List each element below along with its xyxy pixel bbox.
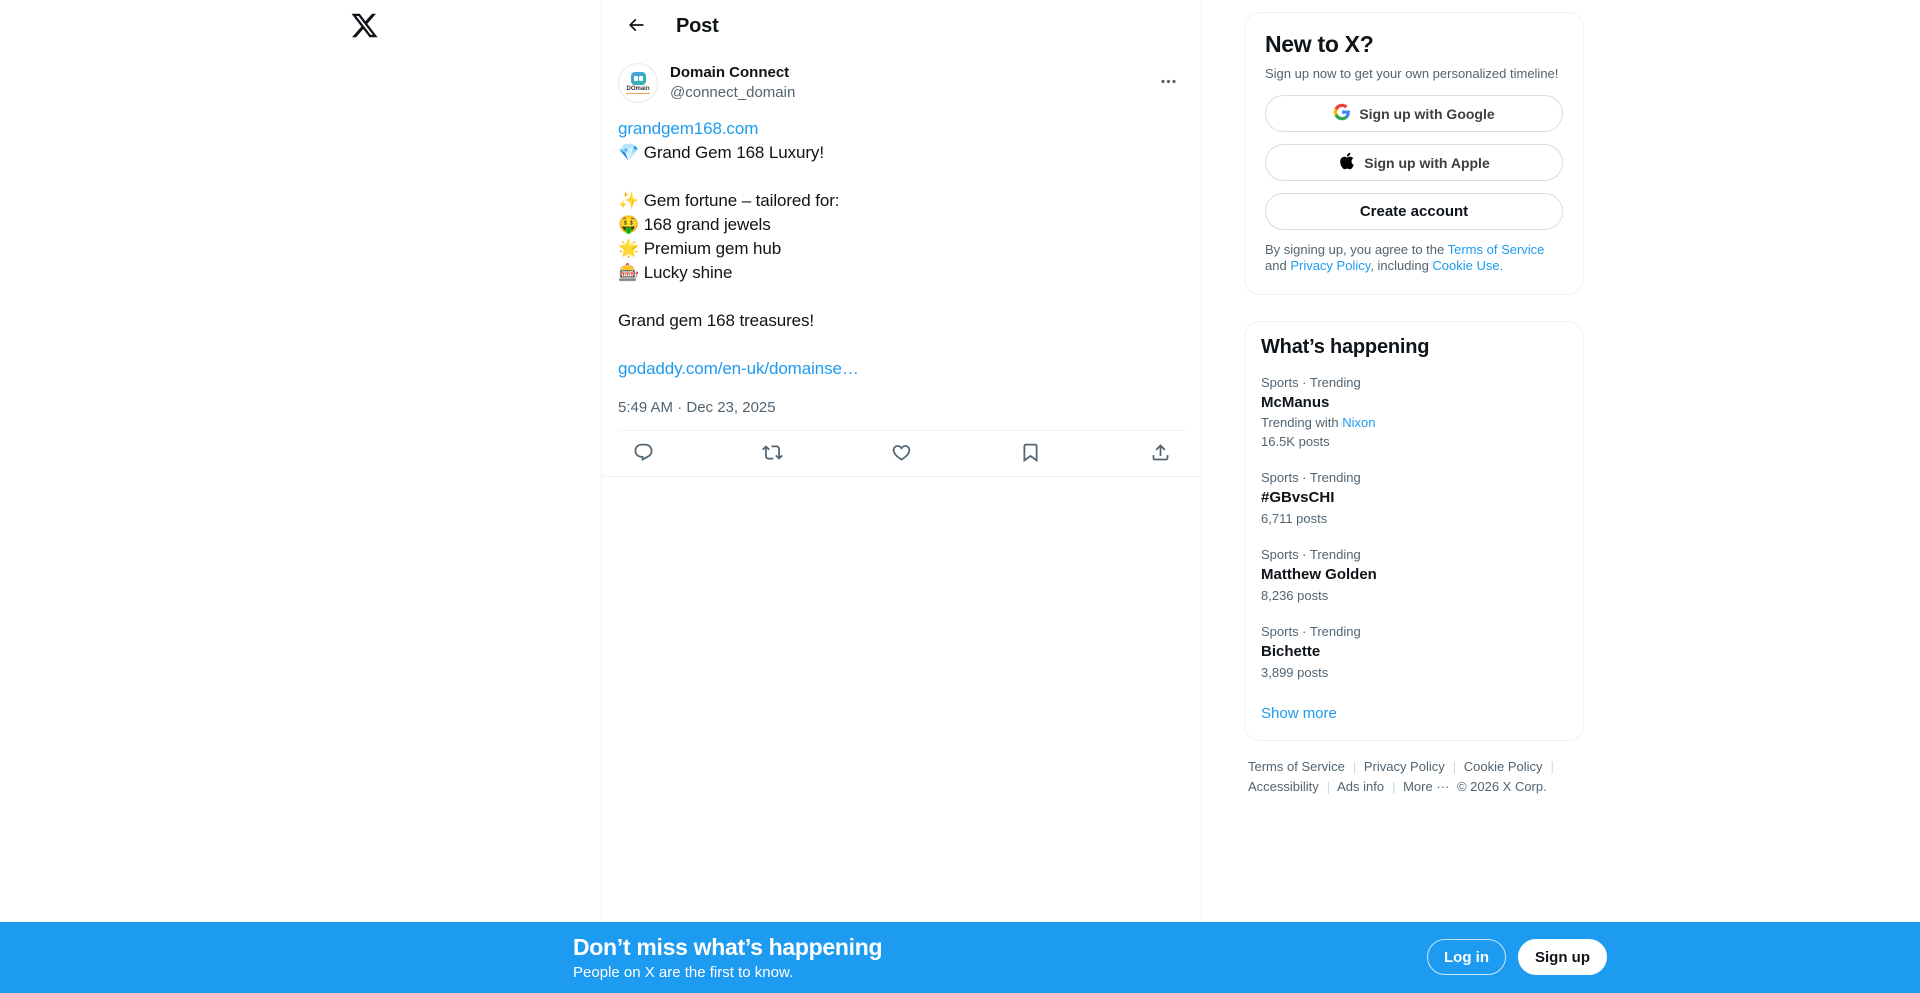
banner-title: Don’t miss what’s happening xyxy=(573,934,883,960)
cookie-use-link[interactable]: Cookie Use. xyxy=(1432,258,1504,273)
bookmark-icon xyxy=(1020,442,1041,466)
reply-button[interactable] xyxy=(624,435,662,473)
post-more-button[interactable] xyxy=(1151,66,1185,100)
google-icon xyxy=(1333,103,1351,124)
legal-prefix: By signing up, you agree to the xyxy=(1265,242,1448,257)
signup-button[interactable] xyxy=(1518,939,1607,975)
like-button[interactable] xyxy=(883,435,921,473)
trend-post-count: 16.5K posts xyxy=(1261,434,1330,449)
apple-icon xyxy=(1338,152,1356,173)
post-line-lucky: 🎰 Lucky shine xyxy=(618,263,733,282)
post-line-hub: 🌟 Premium gem hub xyxy=(618,239,782,258)
banner-subtitle: People on X are the first to know. xyxy=(573,964,794,981)
post-action-bar xyxy=(602,431,1201,476)
post-header xyxy=(602,0,1201,53)
reply-icon xyxy=(633,442,654,466)
bookmark-button[interactable] xyxy=(1012,435,1050,473)
privacy-policy-link[interactable]: Privacy Policy xyxy=(1290,258,1371,273)
trend-with-prefix: Trending with xyxy=(1261,415,1339,430)
like-heart-icon xyxy=(891,442,912,466)
footer-cookie-link[interactable]: Cookie Policy | xyxy=(1464,759,1554,774)
trend-name: #GBvsCHI xyxy=(1261,489,1335,506)
post-blank-line xyxy=(618,165,1185,189)
trend-with xyxy=(1261,415,1567,431)
footer-privacy-link[interactable]: Privacy Policy | xyxy=(1364,759,1456,774)
trend-category: Sports · Trending xyxy=(1261,624,1361,639)
post-link-grandgem[interactable]: grandgem168.com xyxy=(618,119,759,138)
signup-title: New to X? xyxy=(1265,31,1374,57)
login-label: Log in xyxy=(1444,948,1489,966)
signup-apple-button[interactable] xyxy=(1265,144,1563,181)
x-logo-icon xyxy=(350,11,379,45)
signup-apple-label: Sign up with Apple xyxy=(1364,154,1490,171)
banner-text xyxy=(573,933,882,983)
signup-subtitle: Sign up now to get your own personalized timeline! xyxy=(1265,66,1559,81)
x-home-logo-button[interactable] xyxy=(344,8,384,48)
trend-name: Matthew Golden xyxy=(1261,566,1377,583)
trend-category: Sports · Trending xyxy=(1261,547,1361,562)
trend-post-count: 3,899 posts xyxy=(1261,665,1329,680)
signup-banner xyxy=(0,922,1920,993)
more-icon xyxy=(1159,72,1178,94)
whats-happening-card xyxy=(1244,321,1584,741)
terms-of-service-link[interactable]: Terms of Service xyxy=(1447,242,1545,257)
footer-copyright: © 2026 X Corp. xyxy=(1456,779,1547,794)
avatar-logo-icon xyxy=(631,72,646,85)
whats-happening-title: What’s happening xyxy=(1261,336,1430,358)
trend-item-mcmanus[interactable] xyxy=(1245,365,1583,460)
author-avatar[interactable] xyxy=(618,63,658,103)
share-icon xyxy=(1150,442,1171,466)
post-blank-line xyxy=(618,285,1185,309)
share-button[interactable] xyxy=(1141,435,1179,473)
trend-with-link-nixon[interactable]: Nixon xyxy=(1342,415,1376,430)
footer-ads-info-link[interactable]: Ads info | xyxy=(1337,779,1395,794)
right-sidebar xyxy=(1244,12,1584,797)
login-button[interactable] xyxy=(1427,939,1506,975)
post-line-jewels: 🤑 168 grand jewels xyxy=(618,215,771,234)
post-line-luxury: 💎 Grand Gem 168 Luxury! xyxy=(618,143,824,162)
trend-post-count: 6,711 posts xyxy=(1261,511,1328,526)
footer-more-link[interactable]: More ··· xyxy=(1403,779,1450,794)
signup-google-button[interactable] xyxy=(1265,95,1563,132)
divider xyxy=(602,476,1201,477)
footer-terms-link[interactable]: Terms of Service | xyxy=(1248,759,1356,774)
legal-including: , including xyxy=(1370,258,1433,273)
show-more-link[interactable]: Show more xyxy=(1261,705,1337,722)
post-author-row xyxy=(602,53,1201,103)
trend-item-matthew-golden[interactable] xyxy=(1245,537,1583,614)
post-link-godaddy[interactable]: godaddy.com/en-uk/domainse… xyxy=(618,359,859,378)
trend-post-count: 8,236 posts xyxy=(1261,588,1329,603)
post-timestamp: 5:49 AM · Dec 23, 2025 xyxy=(618,399,776,416)
trend-item-gbvschi[interactable] xyxy=(1245,460,1583,537)
trend-name: McManus xyxy=(1261,394,1330,411)
footer-accessibility-link[interactable]: Accessibility | xyxy=(1248,779,1330,794)
author-meta xyxy=(670,63,795,103)
page-title: Post xyxy=(676,15,719,37)
create-account-label: Create account xyxy=(1359,203,1469,220)
back-button[interactable] xyxy=(618,9,654,45)
main-column xyxy=(601,0,1202,922)
trend-item-bichette[interactable] xyxy=(1245,614,1583,691)
post-line-treasures: Grand gem 168 treasures! xyxy=(618,311,815,330)
repost-button[interactable] xyxy=(753,435,791,473)
signup-label: Sign up xyxy=(1535,948,1590,966)
avatar-logo-text: DOmain xyxy=(626,86,650,92)
legal-footer xyxy=(1244,757,1584,797)
post-blank-line xyxy=(618,333,1185,357)
post-article xyxy=(602,53,1201,477)
banner-actions xyxy=(1427,939,1607,975)
author-name[interactable]: Domain Connect xyxy=(670,64,790,81)
trend-category: Sports · Trending xyxy=(1261,375,1361,390)
trend-name: Bichette xyxy=(1261,643,1321,660)
repost-icon xyxy=(762,442,783,466)
legal-and: and xyxy=(1265,258,1291,273)
back-arrow-icon xyxy=(626,15,646,38)
signup-google-label: Sign up with Google xyxy=(1359,105,1495,122)
author-handle[interactable]: @connect_domain xyxy=(670,84,796,101)
create-account-button[interactable] xyxy=(1265,193,1563,230)
signup-legal-text xyxy=(1265,242,1563,274)
signup-card xyxy=(1244,12,1584,295)
post-line-fortune: ✨ Gem fortune – tailored for: xyxy=(618,191,840,210)
trend-category: Sports · Trending xyxy=(1261,470,1361,485)
post-body xyxy=(602,103,1201,381)
